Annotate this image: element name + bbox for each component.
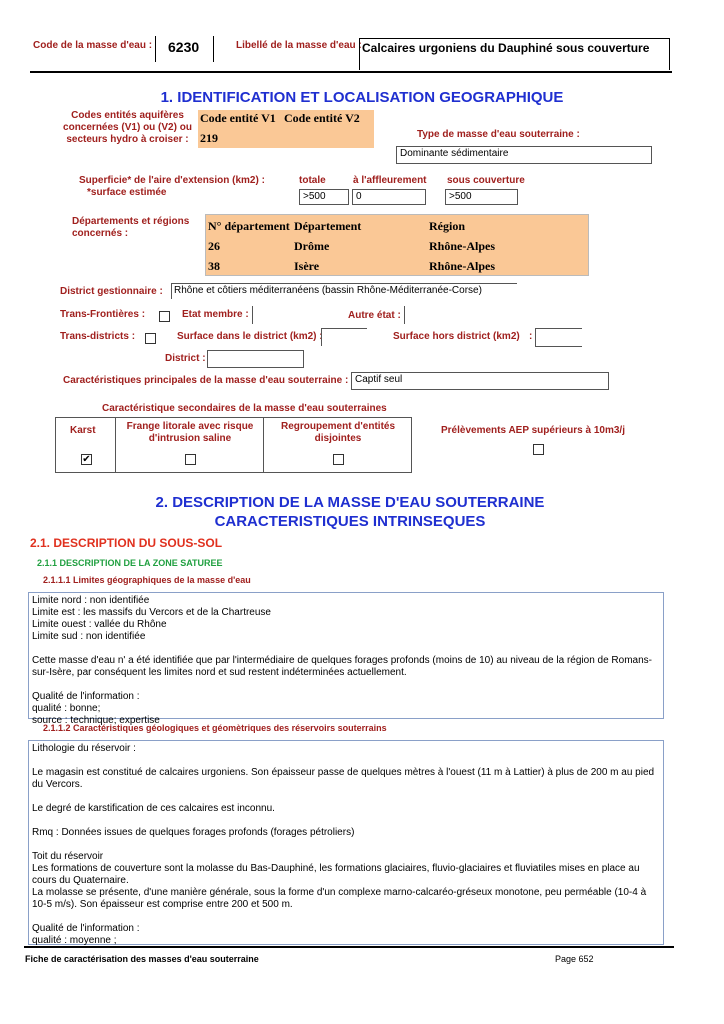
- prelevements-checkbox[interactable]: [533, 444, 544, 455]
- totale-label: totale: [299, 175, 326, 186]
- table-cell: Isère: [294, 259, 320, 273]
- sub21-heading: 2.1. DESCRIPTION DU SOUS-SOL: [30, 536, 223, 550]
- prelevements-label: Prélèvements AEP supérieurs à 10m3/j: [441, 425, 625, 436]
- district-label: District gestionnaire :: [60, 286, 163, 297]
- frange-label: Frange litorale avec risque d'intrusion saline: [126, 421, 254, 444]
- depts-table: [205, 214, 589, 276]
- trans-frontieres-label: Trans-Frontières :: [60, 309, 146, 320]
- karst-label: Karst: [70, 425, 96, 436]
- depts-label: Départements et régions concernés :: [72, 216, 190, 239]
- autre-etat-label: Autre état :: [348, 310, 401, 321]
- couverture-field[interactable]: >500: [445, 189, 518, 205]
- table-cell: 38: [208, 259, 220, 273]
- header-rule: [30, 71, 672, 73]
- trans-districts-checkbox[interactable]: [145, 333, 156, 344]
- divider: [115, 417, 116, 473]
- divider: [263, 417, 264, 473]
- codes-header-v1: Code entité V1: [200, 111, 276, 125]
- libelle-value: Calcaires urgoniens du Dauphiné sous couverture: [362, 41, 650, 55]
- code-value: 6230: [168, 39, 200, 55]
- check-icon: ✔: [82, 454, 91, 465]
- codes-table: [198, 110, 374, 148]
- superficie-label: Superficie* de l'aire d'extension (km2) :: [79, 175, 265, 186]
- frange-checkbox[interactable]: [185, 454, 196, 465]
- carac-secondaires-title: Caractéristique secondaires de la masse d'eau souterraines: [102, 403, 387, 414]
- carac-principales-field[interactable]: Captif seul: [351, 372, 609, 390]
- limits-textbox[interactable]: Limite nord : non identifiée Limite est : les massifs du Vercors et de la Chartreuse Limite ouest : vallée du Rhône Limite sud : non identifiée Cette masse d'eau n' a été identifiée que par l'intermédiaire de quelques forages profonds (moins de 10) au niveau de la région de Romans-sur-Isère, par conséquent les limites nord et sud restent indéterminées actuellement. Qualité de l'information : qualité : bonne; source : technique; expertise: [28, 592, 664, 719]
- section2-title-line2: CARACTERISTIQUES INTRINSEQUES: [214, 513, 486, 530]
- footer-page: Page 652: [555, 954, 594, 964]
- section1-title: 1. IDENTIFICATION ET LOCALISATION GEOGRAPHIQUE: [160, 89, 564, 106]
- code-label: Code de la masse d'eau :: [33, 40, 153, 51]
- surface-dans-label: Surface dans le district (km2) :: [177, 331, 323, 342]
- table-cell: Drôme: [294, 239, 330, 253]
- surface-dans-field[interactable]: [321, 328, 367, 346]
- autre-etat-field[interactable]: [404, 306, 405, 324]
- regroupement-label: Regroupement d'entités disjointes: [280, 421, 396, 444]
- footer-rule: [24, 946, 674, 948]
- section2-title-line1: 2. DESCRIPTION DE LA MASSE D'EAU SOUTERRAINE: [155, 494, 545, 511]
- surface-hors-colon: :: [529, 331, 533, 342]
- karst-checkbox[interactable]: [81, 454, 92, 465]
- codes-label: Codes entités aquifères concernées (V1) ou (V2) ou secteurs hydro à croiser :: [63, 110, 192, 145]
- table-cell: 26: [208, 239, 220, 253]
- codes-header-v2: Code entité V2: [284, 111, 360, 125]
- trans-districts-label: Trans-districts :: [60, 331, 136, 342]
- totale-field[interactable]: >500: [299, 189, 349, 205]
- depts-header-num: N° département: [208, 219, 290, 233]
- surface-hors-label: Surface hors district (km2): [393, 331, 520, 342]
- sub2111-heading: 2.1.1.1 Limites géographiques de la masse d'eau: [43, 575, 251, 585]
- libelle-label: Libellé de la masse d'eau :: [236, 40, 362, 51]
- affleurement-field[interactable]: 0: [352, 189, 426, 205]
- etat-membre-field[interactable]: [252, 306, 253, 324]
- divider: [213, 36, 214, 62]
- table-cell: Rhône-Alpes: [429, 259, 496, 273]
- sub211-heading: 2.1.1 DESCRIPTION DE LA ZONE SATUREE: [37, 558, 223, 568]
- surface-hors-field[interactable]: [535, 328, 582, 347]
- divider: [155, 36, 156, 62]
- trans-frontieres-checkbox[interactable]: [159, 311, 170, 322]
- superficie-note: *surface estimée: [87, 187, 167, 198]
- type-label: Type de masse d'eau souterraine :: [417, 129, 580, 140]
- etat-membre-label: Etat membre :: [182, 309, 249, 320]
- section2-title: [0, 493, 700, 531]
- depts-header-region: Région: [429, 219, 465, 233]
- carac-principales-label: Caractéristiques principales de la masse d'eau souterraine :: [63, 375, 349, 386]
- libelle-box: [359, 38, 670, 70]
- type-field[interactable]: Dominante sédimentaire: [396, 146, 652, 164]
- depts-header-dept: Département: [294, 219, 362, 233]
- district-field[interactable]: Rhône et côtiers méditerranéens (bassin Rhône-Méditerranée-Corse): [171, 283, 517, 299]
- district-small-field[interactable]: [207, 350, 304, 368]
- footer-left: Fiche de caractérisation des masses d'eau souterraine: [25, 954, 259, 964]
- geology-textbox[interactable]: Lithologie du réservoir : Le magasin est constitué de calcaires urgoniens. Son épaisseur passe de quelques mètres à l'ouest (11 m à Lattier) à plus de 200 m au pied du Vercors. Le degré de karstification de ces calcaires est inconnu. Rmq : Données issues de quelques forages profonds (forages pétroliers) Toit du réservoir Les formations de couverture sont la molasse du Bas-Dauphiné, les formations glaciaires, fluvio-glaciaires et fluviatiles mises en place au cours du Quaternaire. La molasse se présente, d'une manière générale, sous la forme d'un complexe marno-calcaréo-gréseux monotone, peu perméable (10-4 à 10-5 m/s). Son épaisseur est comprise entre 200 et 500 m. Qualité de l'information : qualité : moyenne ;: [28, 740, 664, 945]
- table-cell: Rhône-Alpes: [429, 239, 496, 253]
- couverture-label: sous couverture: [447, 175, 525, 186]
- codes-cell-v1: 219: [200, 131, 218, 145]
- affleurement-label: à l'affleurement: [353, 175, 427, 186]
- regroupement-checkbox[interactable]: [333, 454, 344, 465]
- sub2112-heading: 2.1.1.2 Caractéristiques géologiques et géomètriques des réservoirs souterrains: [43, 723, 387, 733]
- district-small-label: District :: [165, 353, 206, 364]
